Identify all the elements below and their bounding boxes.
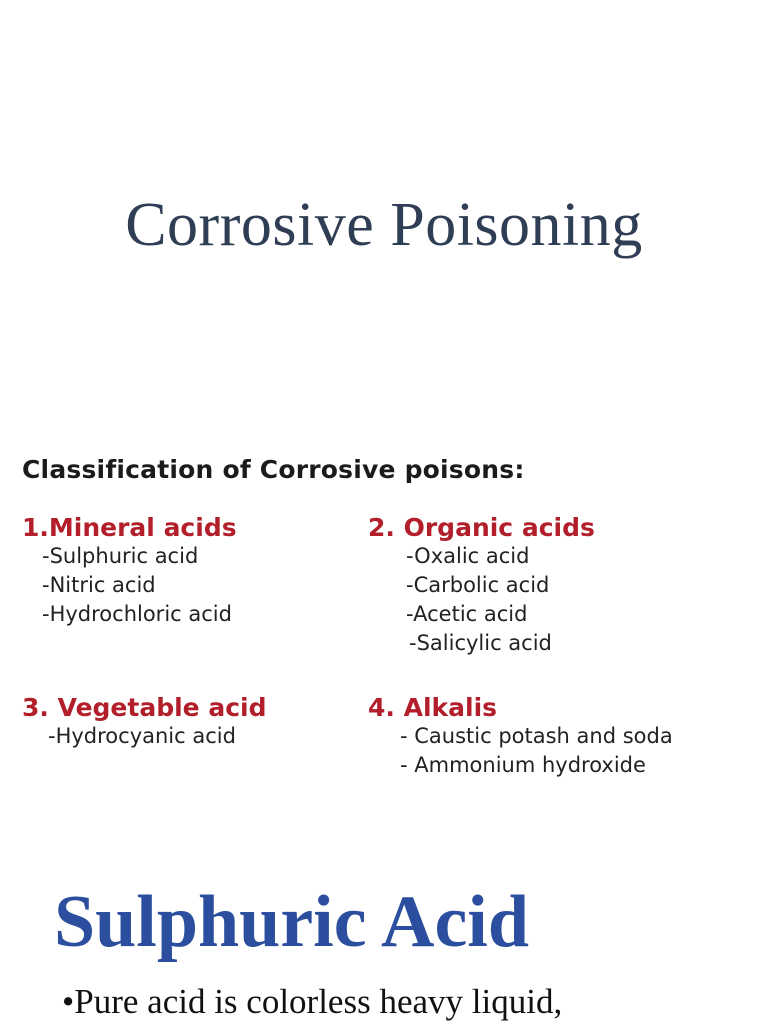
group-alkalis bbox=[368, 693, 673, 780]
group-items bbox=[22, 722, 266, 751]
list-item: -Sulphuric acid bbox=[42, 544, 199, 568]
section-heading: Sulphuric Acid bbox=[54, 881, 530, 963]
list-item: -Salicylic acid bbox=[409, 631, 552, 655]
group-title: 4. Alkalis bbox=[368, 693, 498, 722]
slide-title: Corrosive Poisoning bbox=[125, 191, 643, 259]
group-mineral-acids bbox=[22, 513, 237, 629]
list-item: -Acetic acid bbox=[406, 602, 528, 626]
list-item: -Hydrochloric acid bbox=[42, 602, 232, 626]
bullet-text: •Pure acid is colorless heavy liquid, bbox=[62, 982, 563, 1021]
group-items bbox=[368, 722, 673, 780]
list-item: - Caustic potash and soda bbox=[400, 724, 673, 748]
list-item: -Oxalic acid bbox=[406, 544, 530, 568]
group-title: 3. Vegetable acid bbox=[22, 693, 267, 722]
list-item: -Hydrocyanic acid bbox=[48, 724, 236, 748]
list-item: - Ammonium hydroxide bbox=[400, 753, 646, 777]
classification-heading: Classification of Corrosive poisons: bbox=[22, 455, 525, 484]
group-title: 2. Organic acids bbox=[368, 513, 595, 542]
group-items bbox=[22, 542, 237, 629]
classification-figure bbox=[22, 455, 762, 777]
list-item: -Nitric acid bbox=[42, 573, 156, 597]
group-items bbox=[368, 542, 595, 658]
group-vegetable-acid bbox=[22, 693, 266, 751]
group-title: 1.Mineral acids bbox=[22, 513, 237, 542]
group-organic-acids bbox=[368, 513, 595, 658]
list-item: -Carbolic acid bbox=[406, 573, 550, 597]
